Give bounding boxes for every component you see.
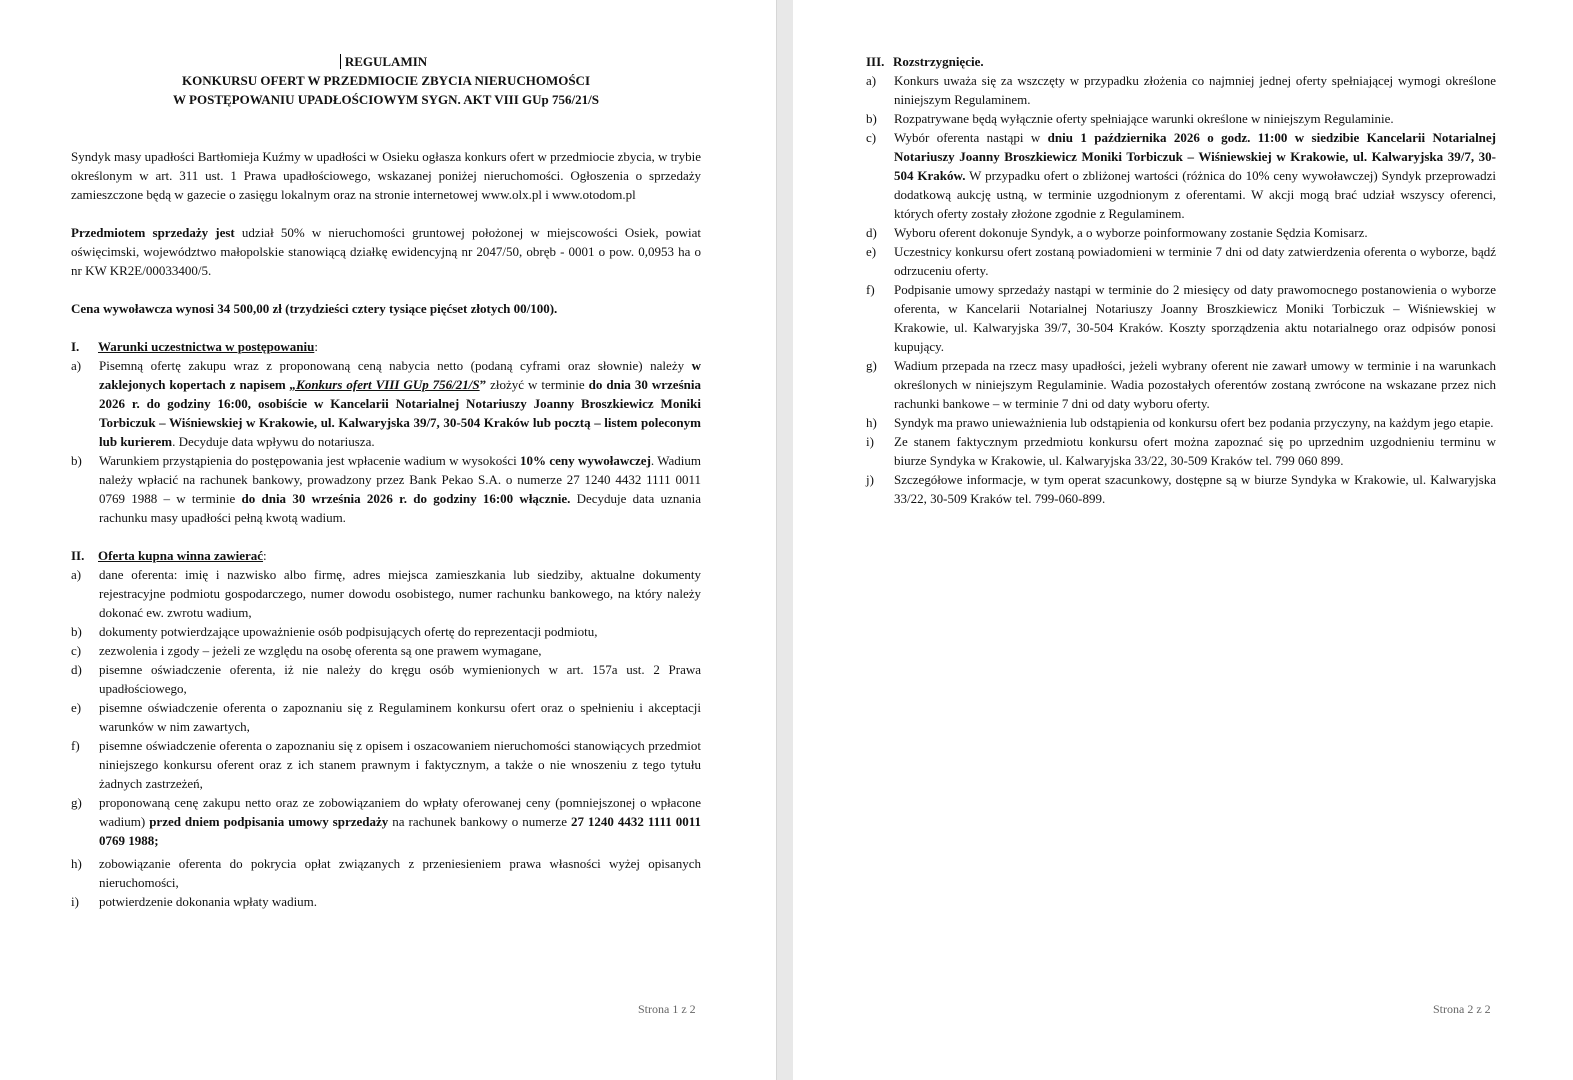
item-text: Wyboru oferent dokonuje Syndyk, a o wyborze poinformowany zostanie Sędzia Komisarz.: [894, 225, 1368, 240]
item-text: [99, 793, 701, 850]
item-text: zobowiązanie oferenta do pokrycia opłat związanych z przeniesieniem prawa własności wyżej opisanych nieruchomości,: [99, 856, 701, 890]
section-3-item-b: [866, 109, 1496, 128]
section-3-heading: [866, 52, 1496, 71]
item-label: g): [866, 358, 877, 373]
bold-run: do dnia 30 września 2026 r. do godziny 16:00, osobiście w Kancelarii Notarialnej Notariuszy Joanny Broszkiewicz Moniki Torbiczuk – Wiśniewskiej w Krakowie, ul. Kalwaryjska 39/7, 30-504 Kraków lub pocztą – listem poleconym lub kurierem: [99, 377, 701, 449]
section-2-title: Oferta kupna winna zawierać: [98, 548, 264, 563]
section-3-item-j: [866, 470, 1496, 508]
page-2-footer: Strona 2 z 2: [1433, 1002, 1491, 1016]
text-run: . Decyduje data wpływu do notariusza.: [172, 434, 375, 449]
subject-bold: Przedmiotem sprzedaży jest: [71, 225, 235, 240]
section-2-item-b: [71, 622, 701, 641]
section-3-item-d: [866, 223, 1496, 242]
section-3-number: III.: [866, 54, 885, 69]
section-3-item-a: [866, 71, 1496, 109]
section-2-item-a: [71, 565, 701, 622]
item-text: [894, 128, 1496, 223]
page-1: [0, 0, 776, 1080]
section-1-item-a: [71, 356, 701, 451]
section-2-colon: :: [263, 548, 267, 563]
title-line-1: REGULAMIN: [344, 54, 428, 69]
item-text: Szczegółowe informacje, w tym operat szacunkowy, dostępne są w biurze Syndyka w Krakowie, ul. Kalwaryjska 33/22, 30-509 Kraków tel. 799-060-899.: [894, 472, 1496, 506]
section-2-item-g: [71, 793, 701, 850]
item-text: Ze stanem faktycznym przedmiotu konkursu ofert można zapoznać się po uprzednim uzgodnieniu terminu w biurze Syndyka w Krakowie, ul. Kalwaryjska 33/22, 30-509 Kraków tel. 799 060 899.: [894, 434, 1496, 468]
section-2-item-e: [71, 698, 701, 736]
section-3-item-f: [866, 280, 1496, 356]
item-text: potwierdzenie dokonania wpłaty wadium.: [99, 894, 318, 909]
section-1-colon: :: [314, 339, 318, 354]
section-3-title: Rozstrzygnięcie.: [893, 54, 984, 69]
section-2-item-h: [71, 854, 701, 892]
section-1-title: Warunki uczestnictwa w postępowaniu: [98, 339, 315, 354]
page-1-footer: Strona 1 z 2: [638, 1002, 696, 1016]
item-text: Wadium przepada na rzecz masy upadłości, jeżeli wybrany oferent nie zawarł umowy w terminie i na warunkach określonych w niniejszym Regulaminie. Wadia pozostałych oferentów zostaną zwrócone na wskazane przez nich rachunki bankowe – w terminie 7 dni od daty wyboru oferty.: [894, 358, 1496, 411]
subject-text: udział 50% w nieruchomości gruntowej położonej w miejscowości Osiek, powiat oświęcimski, województwo małopolskie stanowiącą działkę ewidencyjną nr 2047/50, obręb - 0001 o pow. 0,0953 ha o nr KW KR2E/00033400/5.: [71, 225, 701, 278]
item-text: pisemne oświadczenie oferenta o zapoznaniu się z Regulaminem konkursu ofert oraz o spełnieniu i akceptacji warunków w nim zawartych,: [99, 700, 701, 734]
item-label: h): [71, 856, 82, 871]
bold-run: dniu 1 października 2026 o godz. 11:00 w siedzibie Kancelarii Notarialnej Notariuszy Joanny Broszkiewicz Moniki Torbiczuk – Wiśniewskiej w Krakowie, ul. Kalwaryjska 39/7, 30-504 Kraków.: [894, 130, 1497, 183]
section-1-heading: [71, 337, 701, 356]
item-label: j): [866, 472, 874, 487]
page-separator: [776, 0, 794, 1080]
item-text: [99, 356, 701, 451]
text-run: W przypadku ofert o zbliżonej wartości (różnica do 10% ceny wywoławczej) Syndyk przeprowadzi dodatkową aukcję ustną, w terminie uzgodnionym z oferentami. W akcji mogą brać udział wszyscy oferenci, których oferty zostały złożone zgodnie z Regulaminem.: [894, 168, 1496, 221]
section-2-item-d: [71, 660, 701, 698]
text-run: Pisemną ofertę zakupu wraz z proponowaną ceną nabycia netto (podaną cyframi oraz słownie) należy: [99, 358, 692, 373]
section-3-item-g: [866, 356, 1496, 413]
item-text: Rozpatrywane będą wyłącznie oferty spełniające warunki określone w niniejszym Regulaminie.: [894, 111, 1394, 126]
bold-run: w zaklejonych kopertach z napisem: [99, 358, 701, 392]
section-2-item-i: [71, 892, 701, 911]
bold-run: 27 1240 4432 1111 0011 0769 1988;: [99, 814, 701, 848]
price-text: Cena wywoławcza wynosi 34 500,00 zł (trzydzieści cztery tysiące pięćset złotych 00/100).: [71, 301, 558, 316]
item-text: pisemne oświadczenie oferenta o zapoznaniu się z opisem i oszacowaniem nieruchomości stanowiących przedmiot niniejszego konkursu oferent oraz z ich stanem prawnym i faktycznym, a także o nie wnoszeniu z tego tytułu żadnych zastrzeżeń,: [99, 738, 701, 791]
price-paragraph: [71, 299, 701, 318]
subject-paragraph: [71, 223, 701, 280]
envelope-label: „Konkurs ofert VIII GUp 756/21/S: [289, 377, 480, 392]
section-2-item-f: [71, 736, 701, 793]
item-text: dokumenty potwierdzające upoważnienie osób podpisujących ofertę do reprezentacji podmiotu,: [99, 624, 598, 639]
item-label: b): [71, 453, 82, 468]
text-run: Wybór oferenta nastąpi w: [894, 130, 1048, 145]
section-2-heading: [71, 546, 701, 565]
document-title: [71, 52, 701, 109]
section-3-item-e: [866, 242, 1496, 280]
bold-run: do dnia 30 września 2026 r. do godziny 16:00 włącznie.: [241, 491, 571, 506]
section-3-item-i: [866, 432, 1496, 470]
item-label: e): [866, 244, 877, 259]
bold-run: 10% ceny wywoławczej: [520, 453, 651, 468]
item-label: b): [866, 111, 877, 126]
section-3-item-c: [866, 128, 1496, 223]
text-run: na rachunek bankowy o numerze: [388, 814, 571, 829]
text-run: złożyć w terminie: [486, 377, 589, 392]
item-text: Uczestnicy konkursu ofert zostaną powiadomieni w terminie 7 dni od daty zatwierdzenia oferenta o wyborze, bądź odrzuceniu oferty.: [894, 244, 1496, 278]
page-2: [793, 0, 1573, 1080]
section-3-item-h: [866, 413, 1496, 432]
text-run: Warunkiem przystąpienia do postępowania jest wpłacenie wadium w wysokości: [99, 453, 521, 468]
item-label: i): [71, 894, 79, 909]
item-label: f): [71, 738, 80, 753]
item-text: [99, 451, 701, 527]
item-label: d): [71, 662, 82, 677]
item-label: b): [71, 624, 82, 639]
item-text: pisemne oświadczenie oferenta, iż nie należy do kręgu osób wymienionych w art. 157a ust. 2 Prawa upadłościowego,: [99, 662, 701, 696]
item-text: Konkurs uważa się za wszczęty w przypadku złożenia co najmniej jednej oferty spełniającej wymogi określone niniejszym Regulaminem.: [894, 73, 1496, 107]
intro-paragraph: Syndyk masy upadłości Bartłomieja Kuźmy w upadłości w Osieku ogłasza konkurs ofert w przedmiocie zbycia, w trybie określonym w art. 311 ust. 1 Prawa upadłościowego, wskazanej poniżej nieruchomości. Ogłoszenia o sprzedaży zamieszczone będą w gazecie o zasięgu lokalnym oraz na stronie internetowej www.olx.pl i www.otodom.pl: [71, 149, 701, 202]
item-label: c): [866, 130, 877, 145]
item-text: zezwolenia i zgody – jeżeli ze względu na osobę oferenta są one prawem wymagane,: [99, 643, 542, 658]
item-text: Syndyk ma prawo unieważnienia lub odstąpienia od konkursu ofert bez podania przyczyny, na każdym jego etapie.: [894, 415, 1494, 430]
item-text: dane oferenta: imię i nazwisko albo firmę, adres miejsca zamieszkania lub siedziby, aktualne dokumenty rejestracyjne podmiotu gospodarczego, numer dowodu osobistego, numer rachunku bankowego, na który należy dokonać ew. zwrotu wadium,: [99, 567, 701, 620]
section-1-number: I.: [71, 339, 80, 354]
title-line-3: W POSTĘPOWANIU UPADŁOŚCIOWYM SYGN. AKT VIII GUp 756/21/S: [173, 92, 599, 107]
item-label: a): [71, 358, 82, 373]
bold-run: przed dniem podpisania umowy sprzedaży: [149, 814, 389, 829]
item-label: f): [866, 282, 875, 297]
text-run: proponowaną cenę zakupu netto oraz ze zobowiązaniem do wpłaty oferowanej ceny (pomniejszonej o wpłacone wadium): [99, 795, 701, 829]
text-run: . Wadium należy wpłacić na rachunek bankowy, prowadzony przez Bank Pekao S.A. o numerze 27 1240 4432 1111 0011 0769 1988 – w terminie: [99, 453, 701, 506]
item-label: a): [866, 73, 877, 88]
item-label: d): [866, 225, 877, 240]
title-line-2: KONKURSU OFERT W PRZEDMIOCIE ZBYCIA NIERUCHOMOŚCI: [181, 73, 591, 88]
section-1-item-b: [71, 451, 701, 527]
item-label: e): [71, 700, 82, 715]
text-run: Decyduje data uznania rachunku masy upadłości pełną kwotą wadium.: [99, 491, 701, 525]
item-text: Podpisanie umowy sprzedaży nastąpi w terminie do 2 miesięcy od daty prawomocnego postanowienia o wyborze oferenta, w Kancelarii Notarialnej Notariuszy Joanny Broszkiewicz Moniki Torbiczuk – Wiśniewskiej w Krakowie, ul. Kalwaryjska 39/7, 30-504 Kraków. Koszty sporządzenia aktu notarialnego oraz odpisów ponosi kupujący.: [894, 282, 1496, 354]
section-2-item-c: [71, 641, 701, 660]
page-2-content[interactable]: [866, 52, 1496, 508]
section-2-number: II.: [71, 548, 85, 563]
item-label: c): [71, 643, 82, 658]
bold-run: ”: [479, 377, 487, 392]
item-label: a): [71, 567, 82, 582]
item-label: h): [866, 415, 877, 430]
page-1-content[interactable]: [71, 52, 701, 911]
item-label: g): [71, 795, 82, 810]
item-label: i): [866, 434, 874, 449]
